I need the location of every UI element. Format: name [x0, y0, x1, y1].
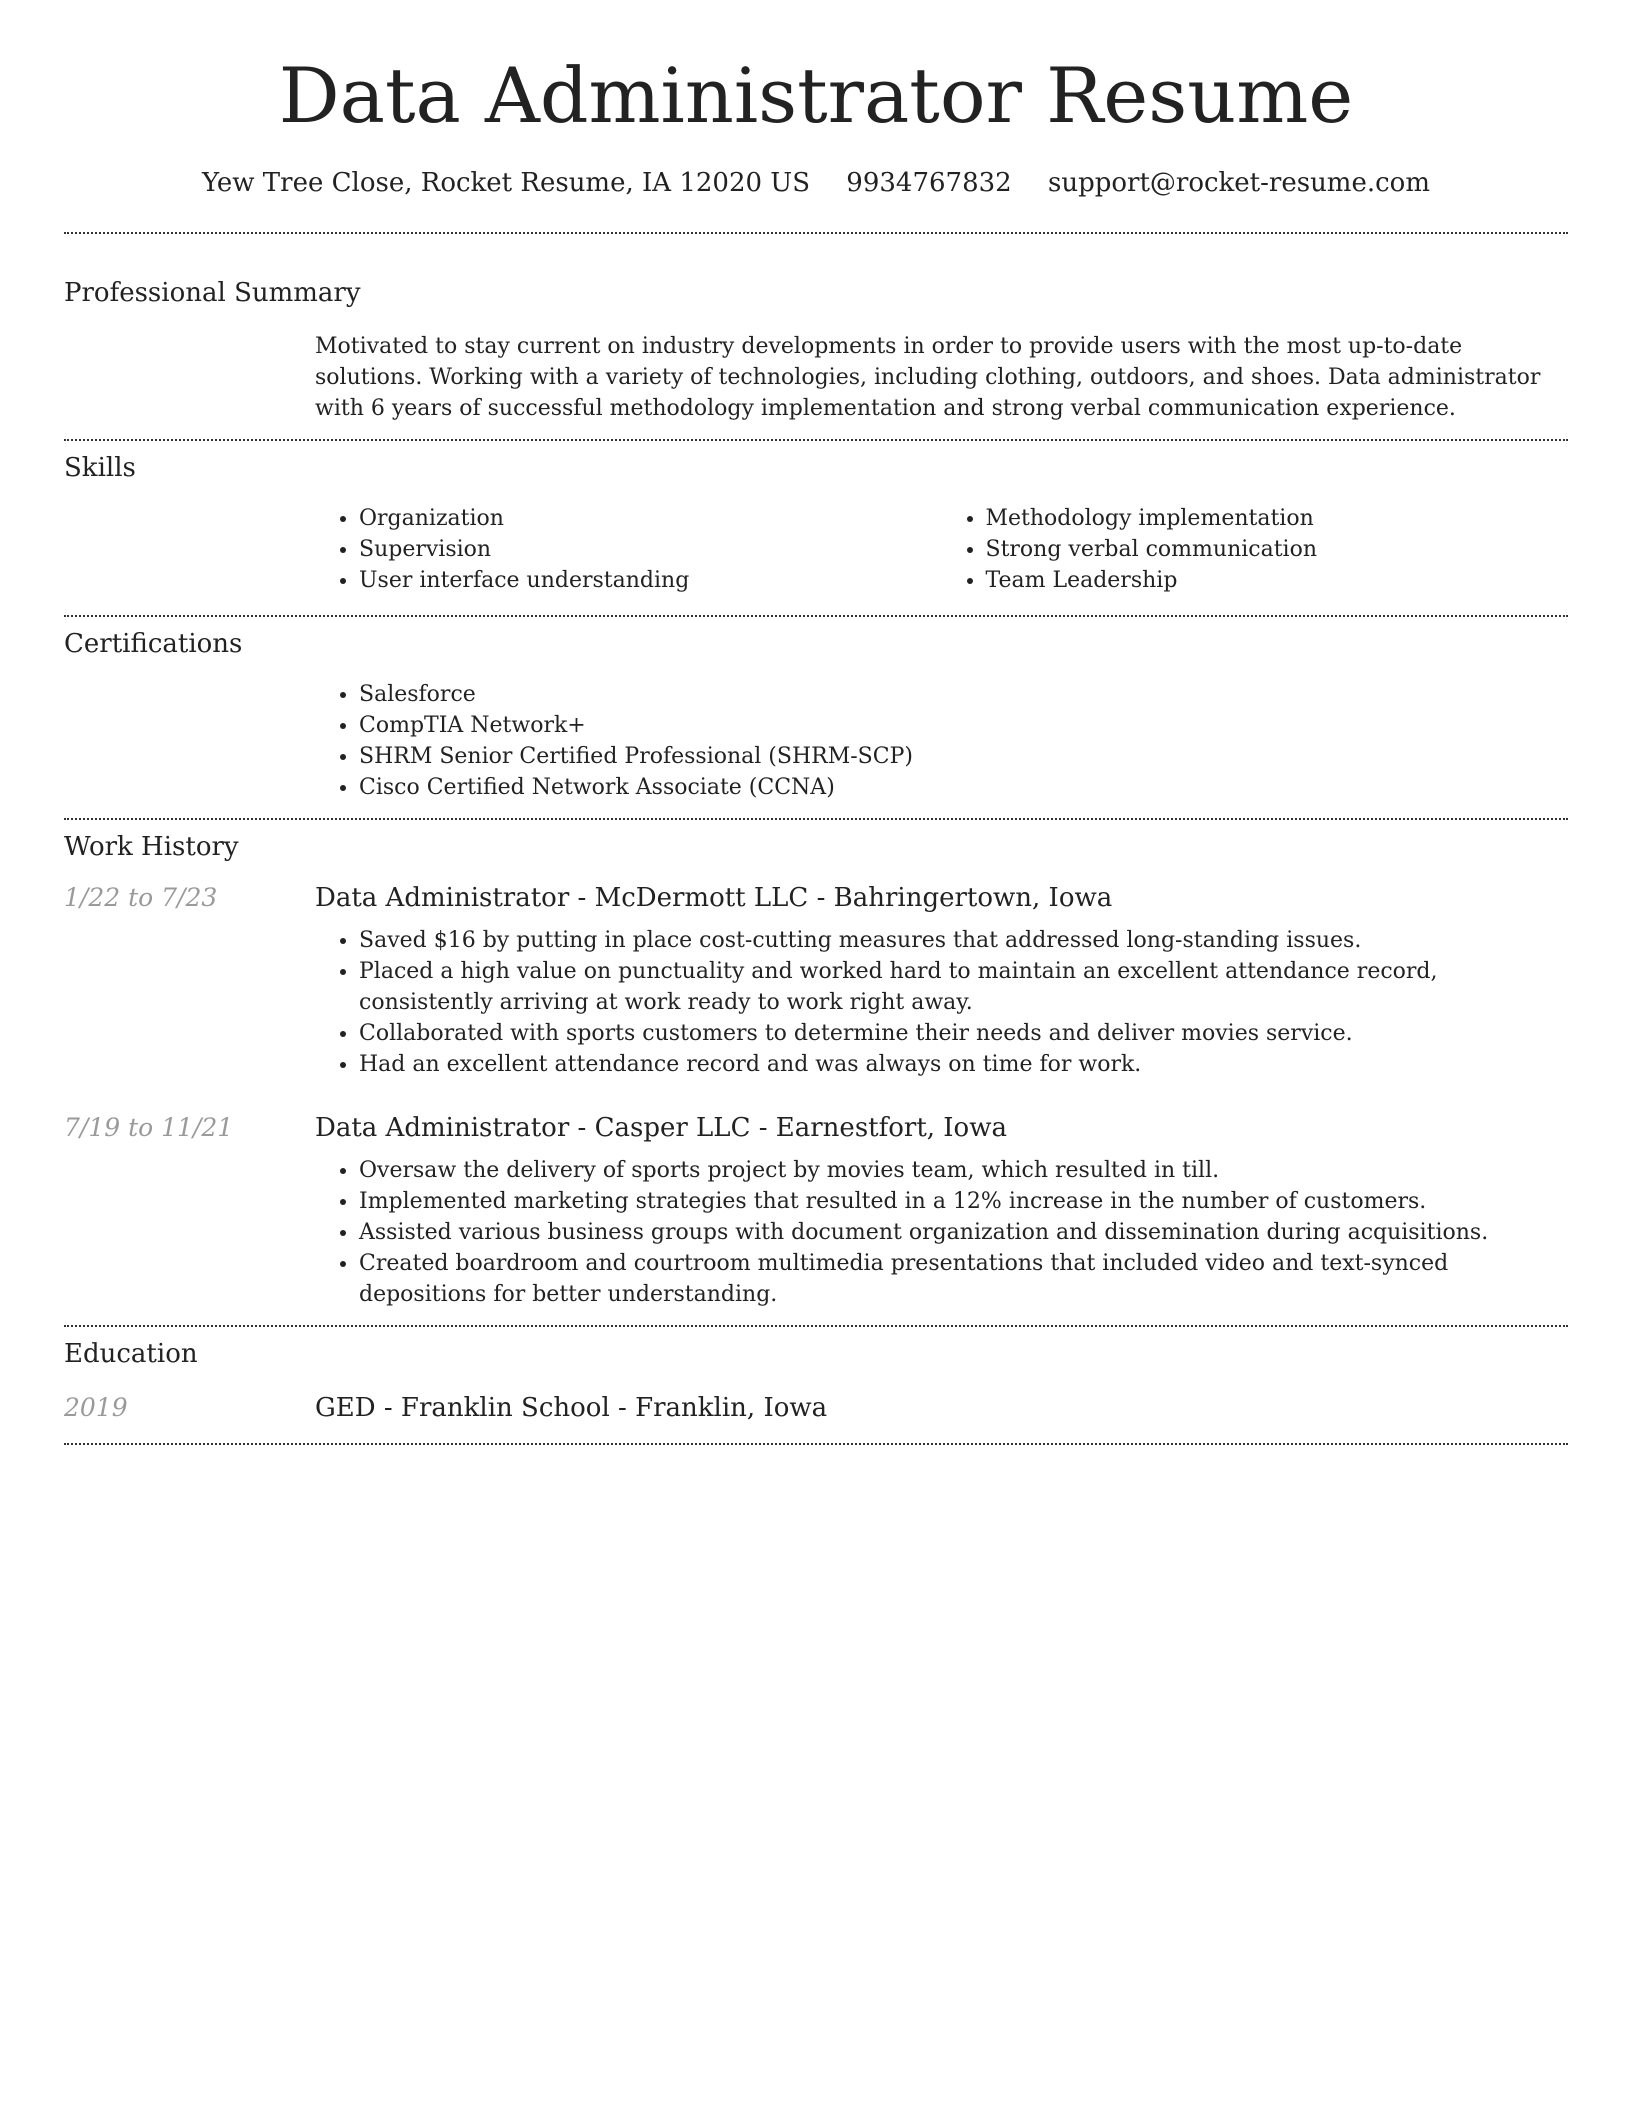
contact-line: [64, 168, 1568, 198]
skills-column-1: [315, 503, 942, 596]
skill-item: • Strong verbal communication: [986, 534, 1569, 565]
skill-item: • Organization: [359, 503, 942, 534]
skills-column-2: [942, 503, 1569, 596]
summary-text: Motivated to stay current on industry developments in order to provide users with the most up-to-date solutions. Working with a variety of technologies, including clothing, outdoors, and shoes. Data administrator with 6 years of successful methodology implementation and strong verbal communication experience.: [315, 334, 1541, 421]
job-bullets: [315, 1155, 1568, 1310]
education-heading: Education: [64, 1339, 198, 1369]
education-entry: [64, 1393, 1568, 1423]
job-bullet: • Saved $16 by putting in place cost-cutting measures that addressed long-standing issues.: [359, 925, 1568, 956]
education-section: [64, 1327, 1568, 1423]
job-body: [315, 1113, 1568, 1310]
summary-section: [64, 234, 1568, 424]
certification-item: • CompTIA Network+: [359, 710, 1568, 741]
certifications-list: [315, 679, 1568, 803]
skills-heading: Skills: [64, 453, 136, 483]
certifications-heading: Certifications: [64, 629, 243, 659]
job-bullet: • Implemented marketing strategies that resulted in a 12% increase in the number of customers.: [359, 1186, 1568, 1217]
job-title: Data Administrator - Casper LLC - Earnestfort, Iowa: [315, 1113, 1007, 1143]
education-body: [315, 1393, 1568, 1423]
job-bullet: • Oversaw the delivery of sports project by movies team, which resulted in till.: [359, 1155, 1568, 1186]
job-body: [315, 883, 1568, 1080]
skills-list: [315, 503, 1568, 596]
job-dates: 7/19 to 11/21: [64, 1113, 234, 1142]
certification-item: • Salesforce: [359, 679, 1568, 710]
education-date: 2019: [64, 1393, 128, 1422]
education-title: GED - Franklin School - Franklin, Iowa: [315, 1393, 828, 1423]
contact-address: Yew Tree Close, Rocket Resume, IA 12020 US: [202, 168, 811, 198]
skills-section: [64, 441, 1568, 596]
job-entry: [64, 883, 1568, 1080]
contact-phone: 9934767832: [846, 168, 1012, 198]
certifications-section: [64, 617, 1568, 803]
job-title: Data Administrator - McDermott LLC - Bahringertown, Iowa: [315, 883, 1113, 913]
resume-page: [64, 0, 1568, 1445]
certifications-bullets: [315, 679, 1568, 803]
work-section: [64, 820, 1568, 1310]
divider: [64, 1443, 1568, 1445]
skill-item: • User interface understanding: [359, 565, 942, 596]
job-bullet: • Assisted various business groups with document organization and dissemination during acquisitions.: [359, 1217, 1568, 1248]
job-dates: 1/22 to 7/23: [64, 883, 218, 912]
certification-item: • SHRM Senior Certified Professional (SHRM-SCP): [359, 741, 1568, 772]
contact-email: support@rocket-resume.com: [1047, 168, 1430, 198]
skill-item: • Team Leadership: [986, 565, 1569, 596]
skill-item: • Methodology implementation: [986, 503, 1569, 534]
job-bullet: • Collaborated with sports customers to determine their needs and deliver movies service.: [359, 1018, 1568, 1049]
summary-heading: Professional Summary: [64, 278, 361, 308]
job-bullet: • Had an excellent attendance record and was always on time for work.: [359, 1049, 1568, 1080]
certification-item: • Cisco Certified Network Associate (CCNA): [359, 772, 1568, 803]
skill-item: • Supervision: [359, 534, 942, 565]
job-bullet: • Placed a high value on punctuality and worked hard to maintain an excellent attendance record, consistently arriving at work ready to work right away.: [359, 956, 1568, 1018]
job-bullet: • Created boardroom and courtroom multimedia presentations that included video and text-synced depositions for better understanding.: [359, 1248, 1568, 1310]
resume-title: Data Administrator Resume: [278, 51, 1354, 140]
job-entry: [64, 1113, 1568, 1310]
work-heading: Work History: [64, 832, 239, 862]
job-bullets: [315, 925, 1568, 1080]
